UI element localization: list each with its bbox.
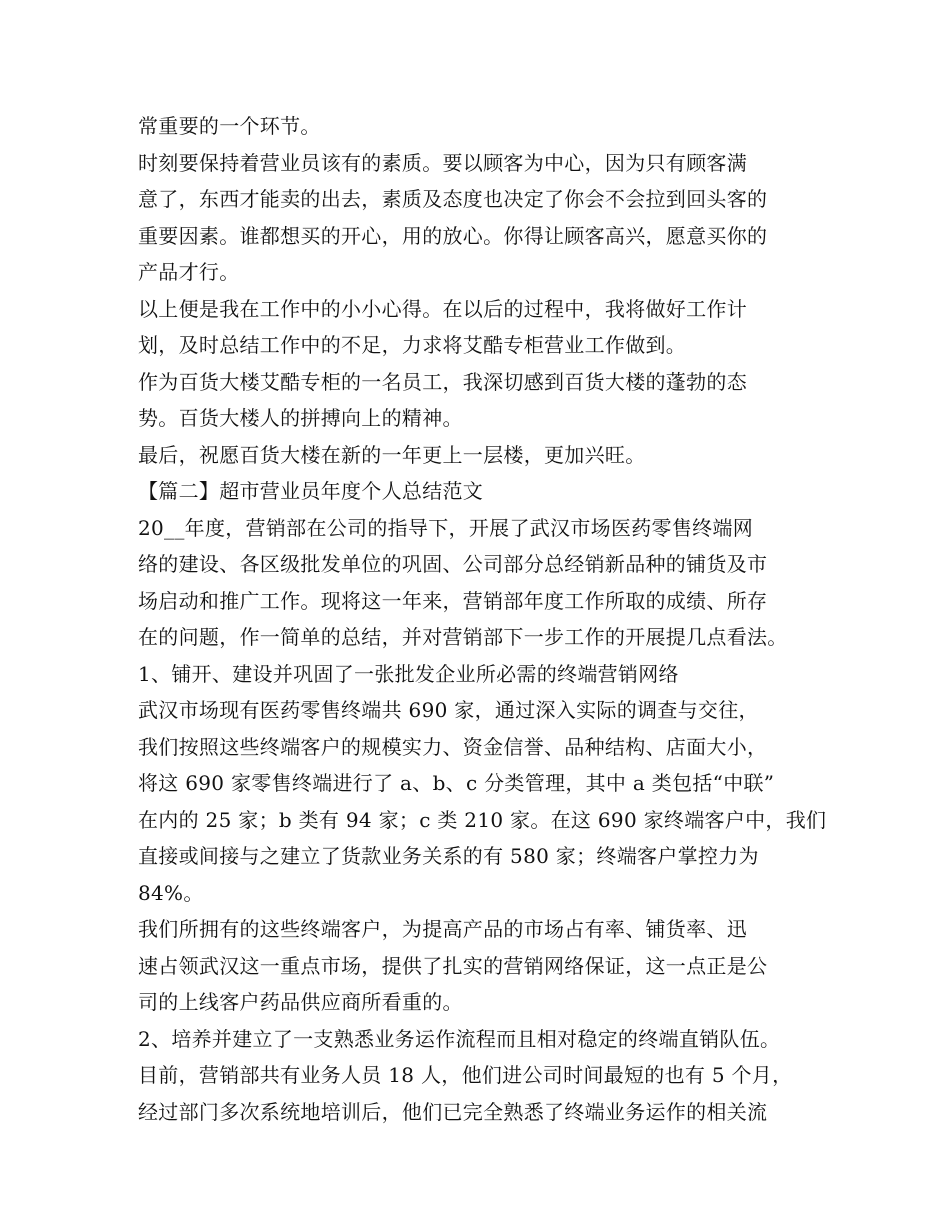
text-line: 速占领武汉这一重点市场，提供了扎实的营销网络保证，这一点正是公 (138, 953, 768, 978)
text-line: 重要因素。谁都想买的开心，用的放心。你得让顾客高兴，愿意买你的 (138, 223, 768, 248)
text-line: 以上便是我在工作中的小小心得。在以后的过程中，我将做好工作计 (138, 296, 747, 321)
document-body (138, 108, 828, 1130)
text-line: 将这 690 家零售终端进行了 a、b、c 分类管理，其中 a 类包括“中联” (138, 771, 775, 795)
text-line: 场启动和推广工作。现将这一年来，营销部年度工作所取的成绩、所存 (138, 588, 768, 613)
section-heading: 【篇二】超市营业员年度个人总结范文 (138, 479, 484, 503)
text-line: 84%。 (138, 880, 204, 905)
text-line: 最后，祝愿百货大楼在新的一年更上一层楼，更加兴旺。 (138, 442, 646, 467)
text-line: 意了，东西才能卖的出去，素质及态度也决定了你会不会拉到回头客的 (138, 187, 768, 211)
text-line: 我们按照这些终端客户的规模实力、资金信誉、品种结构、店面大小， (138, 734, 768, 759)
text-line: 时刻要保持着营业员该有的素质。要以顾客为中心，因为只有顾客满 (138, 150, 747, 175)
text-line: 在内的 25 家；b 类有 94 家；c 类 210 家。在这 690 家终端客户中，我们 (138, 807, 827, 832)
text-line: 直接或间接与之建立了货款业务关系的有 580 家；终端客户掌控力为 (138, 844, 759, 868)
text-line: 我们所拥有的这些终端客户，为提高产品的市场占有率、铺货率、迅 (138, 917, 747, 941)
text-line: 司的上线客户药品供应商所看重的。 (138, 990, 463, 1014)
text-line: 目前，营销部共有业务人员 18 人，他们进公司时间最短的也有 5 个月， (138, 1063, 793, 1087)
text-line: 经过部门多次系统地培训后，他们已完全熟悉了终端业务运作的相关流 (138, 1099, 768, 1124)
text-line: 作为百货大楼艾酷专柜的一名员工，我深切感到百货大楼的蓬勃的态 (138, 369, 747, 394)
text-line: 常重要的一个环节。 (138, 114, 321, 138)
text-line: 在的问题，作一简单的总结，并对营销部下一步工作的开展提几点看法。 (138, 625, 788, 649)
text-line: 产品才行。 (138, 260, 240, 284)
subheading-line: 1、铺开、建设并巩固了一张批发企业所必需的终端营销网络 (138, 661, 679, 686)
subheading-line: 2、培养并建立了一支熟悉业务运作流程而且相对稳定的终端直销队伍。 (138, 1026, 781, 1051)
text-line: 武汉市场现有医药零售终端共 690 家，通过深入实际的调查与交往， (138, 698, 759, 722)
text-line: 划，及时总结工作中的不足，力求将艾酷专柜营业工作做到。 (138, 333, 687, 357)
text-line: 络的建设、各区级批发单位的巩固、公司部分总经销新品种的铺货及市 (138, 552, 768, 576)
text-line: 势。百货大楼人的拼搏向上的精神。 (138, 406, 463, 430)
text-line: 20__年度，营销部在公司的指导下，开展了武汉市场医药零售终端网 (138, 515, 754, 540)
